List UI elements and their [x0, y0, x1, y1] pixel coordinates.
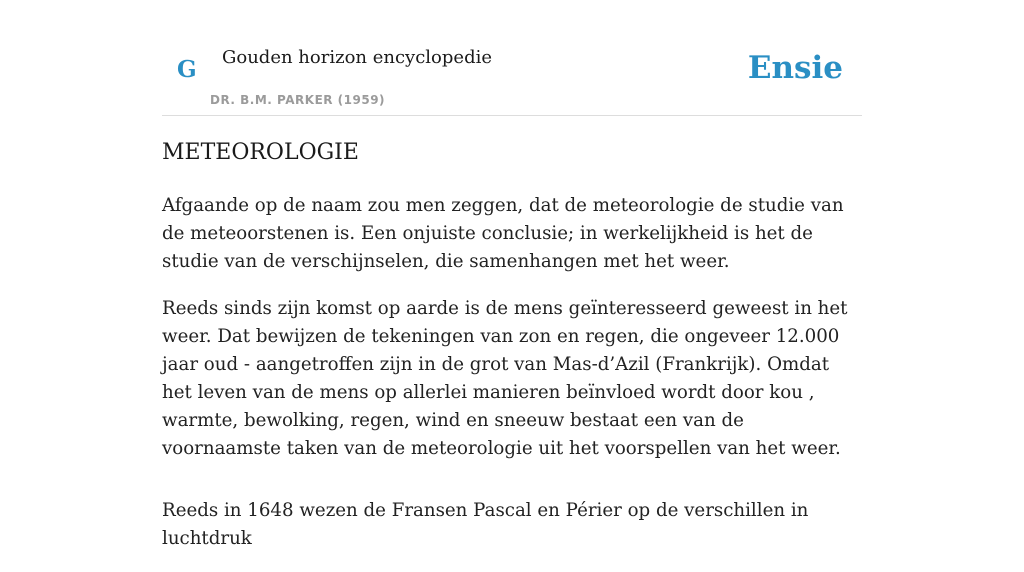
article-paragraph: Reeds in 1648 wezen de Fransen Pascal en Périer op de verschillen in luchtdruk	[162, 500, 809, 549]
page-title: METEOROLOGIE	[162, 140, 359, 165]
article-paragraph: Reeds sinds zijn komst op aarde is de mens geïnteresseerd geweest in het weer. Dat bewijzen de tekeningen van zon en regen, die ongeveer 12.000 jaar oud - aangetroffen zijn in de grot van Mas-d’Azil (Frankrijk). Omdat het leven van de mens op allerlei manieren beïnvloed wordt door kou , warmte, bewolking, regen, wind en sneeuw bestaat een van de voornaamste taken van de meteorologie uit het voorspellen van het weer.	[162, 298, 848, 459]
brand-logo[interactable]: Ensie	[747, 50, 843, 86]
header	[162, 0, 862, 116]
page	[162, 0, 862, 549]
article-body	[162, 192, 862, 572]
author-label: DR. B.M. PARKER (1959)	[210, 93, 386, 107]
article-paragraph: Afgaande op de naam zou men zeggen, dat de meteorologie de studie van de meteoorstenen is. Een onjuiste conclusie; in werkelijkheid is het de studie van de verschijnselen, die samenhangen met het weer.	[162, 195, 844, 272]
book-title[interactable]: Gouden horizon encyclopedie	[222, 47, 492, 68]
source-logo[interactable]: G	[177, 56, 197, 83]
